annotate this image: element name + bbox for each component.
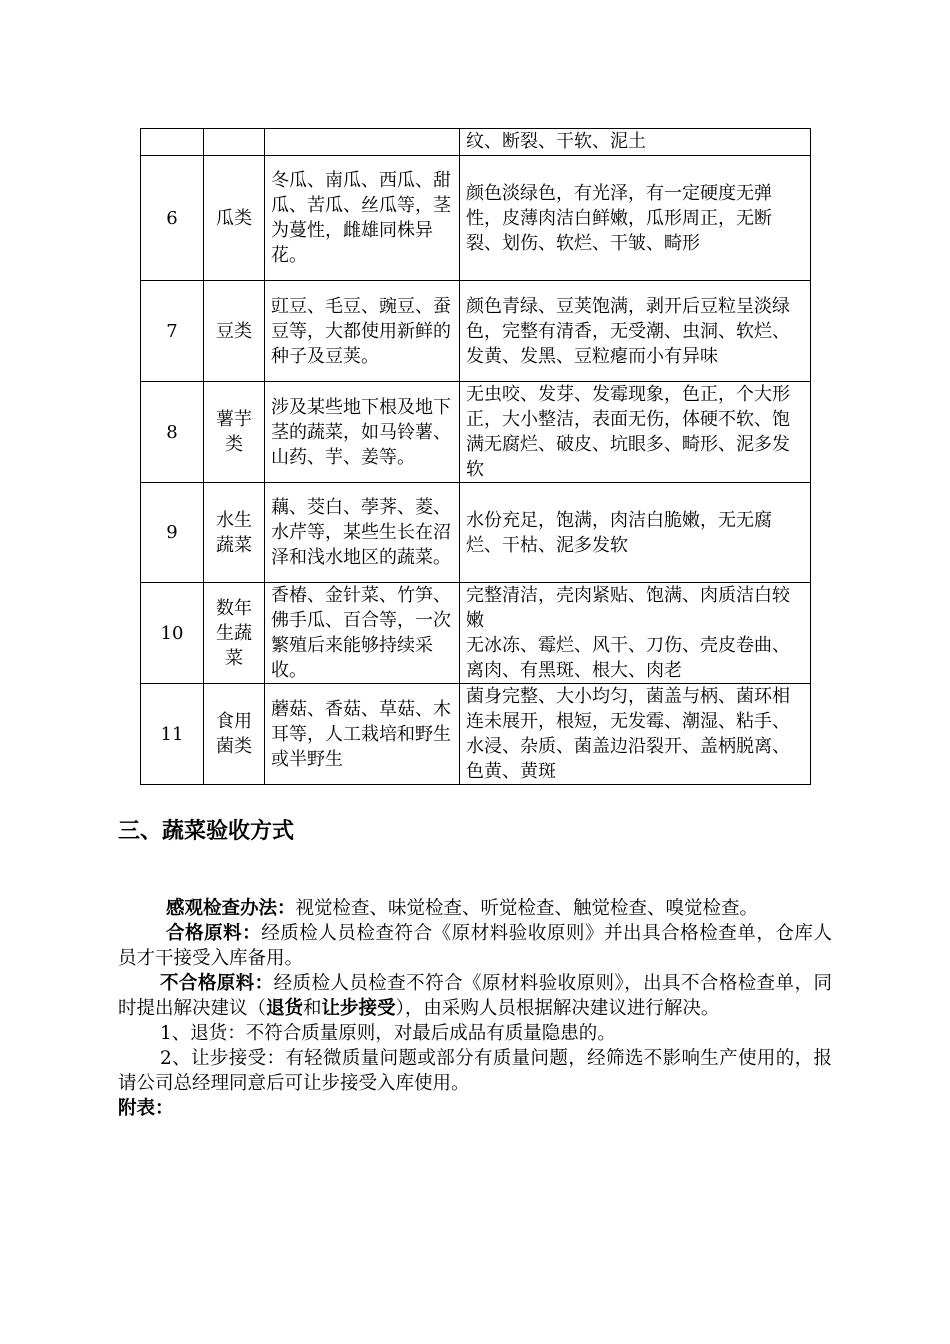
number-cell: 8: [141, 382, 204, 483]
concession-accept-term: 让步接受: [321, 998, 396, 1019]
category-cell: 豆类: [204, 281, 265, 382]
qualified-material-paragraph: [118, 921, 832, 971]
unqualified-text-c: ），由采购人员根据解决建议进行解决。: [395, 998, 720, 1019]
standard-line-2: 无冰冻、霉烂、风干、刀伤、壳皮卷曲、离肉、有黑斑、根大、肉老: [466, 635, 790, 681]
number-cell: [141, 129, 204, 156]
category-cell: 薯芋类: [204, 382, 265, 483]
standard-cell: 颜色青绿、豆荚饱满，剥开后豆粒呈淡绿色，完整有清香，无受潮、虫洞、软烂、发黄、发黑、豆粒瘪而小有异味: [460, 281, 811, 382]
sensory-check-text: 视觉检查、味觉检查、听觉检查、触觉检查、嗅觉检查。: [295, 898, 759, 919]
description-cell: 豇豆、毛豆、豌豆、蚕豆等，大都使用新鲜的种子及豆荚。: [265, 281, 460, 382]
category-cell: 数年生蔬菜: [204, 583, 265, 684]
description-cell: 藕、茭白、荸荠、菱、水芹等，某些生长在沼泽和浅水地区的蔬菜。: [265, 483, 460, 583]
category-cell: 水生蔬菜: [204, 483, 265, 583]
return-goods-term: 退货: [266, 998, 304, 1019]
description-cell: 冬瓜、南瓜、西瓜、甜瓜、苦瓜、丝瓜等，茎为蔓性，雌雄同株异花。: [265, 156, 460, 281]
description-cell: [265, 129, 460, 156]
description-cell: 涉及某些地下根及地下茎的蔬菜，如马铃薯、山药、芋、姜等。: [265, 382, 460, 483]
table-row: [141, 684, 811, 785]
number-cell: 11: [141, 684, 204, 785]
item-return: 1、退货：不符合质量原则，对最后成品有质量隐患的。: [160, 1023, 616, 1044]
qualified-material-label: 合格原料：: [166, 923, 262, 944]
table-row: [141, 483, 811, 583]
standard-line-1: 完整清洁，壳肉紧贴、饱满、肉质洁白较嫩: [466, 585, 790, 631]
standard-cell: 无虫咬、发芽、发霉现象，色正，个大形正，大小整洁，表面无伤，体硬不软、饱满无腐烂、破皮、坑眼多、畸形、泥多发软: [460, 382, 811, 483]
section-heading: 三、蔬菜验收方式: [118, 819, 295, 844]
number-cell: 9: [141, 483, 204, 583]
qualified-material-text: 经质检人员检查符合《原材料验收原则》并出具合格检查单，仓库人员才干接受入库备用。: [118, 923, 832, 969]
standard-cell: 水份充足，饱满，肉洁白脆嫩，无无腐烂、干枯、泥多发软: [460, 483, 811, 583]
unqualified-material-label: 不合格原料：: [160, 973, 274, 994]
sensory-check-paragraph: [118, 896, 832, 921]
table-row: [141, 583, 811, 684]
category-cell: 食用菌类: [204, 684, 265, 785]
number-cell: 10: [141, 583, 204, 684]
section-body: [118, 896, 832, 1121]
table-row: [141, 281, 811, 382]
sensory-check-label: 感观检查办法：: [166, 898, 296, 919]
number-cell: 6: [141, 156, 204, 281]
standard-cell: 颜色淡绿色，有光泽，有一定硬度无弹性，皮薄肉洁白鲜嫩，瓜形周正，无断裂、划伤、软烂、干皱、畸形: [460, 156, 811, 281]
item-concession: 2、让步接受：有轻微质量问题或部分有质量问题，经筛选不影响生产使用的，报请公司总经理同意后可让步接受入库使用。: [118, 1048, 832, 1094]
category-cell: [204, 129, 265, 156]
standard-cell: 菌身完整、大小均匀，菌盖与柄、菌环相连未展开，根短，无发霉、潮湿、粘手、水浸、杂质、菌盖边沿裂开、盖柄脱离、色黄、黄斑: [460, 684, 811, 785]
standard-cell: 纹、断裂、干软、泥土: [460, 129, 811, 156]
description-cell: 香椿、金针菜、竹笋、佛手瓜、百合等，一次繁殖后来能够持续采收。: [265, 583, 460, 684]
description-cell: 蘑菇、香菇、草菇、木耳等，人工栽培和野生或半野生: [265, 684, 460, 785]
category-cell: 瓜类: [204, 156, 265, 281]
appendix-label: 附表：: [118, 1098, 174, 1119]
number-cell: 7: [141, 281, 204, 382]
table-row: [141, 382, 811, 483]
unqualified-material-paragraph: [118, 971, 832, 1021]
table-row: [141, 156, 811, 281]
unqualified-text-b: 和: [303, 998, 322, 1019]
table-row: [141, 129, 811, 156]
standard-cell: [460, 583, 811, 684]
unqualified-text-a: 经质检人员检查不符合《原材料验收原则》，出具不合格检查单，同时提出解决建议（: [118, 973, 832, 1019]
vegetable-standards-table: [140, 128, 811, 785]
